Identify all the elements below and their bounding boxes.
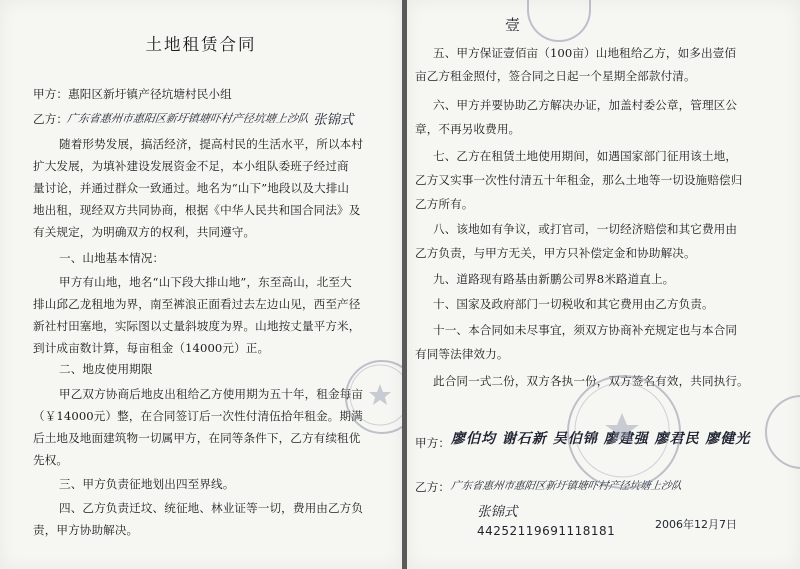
clause-line: 七、乙方在租赁土地使用期间，如遇国家部门征用该土地， xyxy=(433,149,738,163)
village-committee-seal xyxy=(567,375,681,489)
contract-title: 土地租赁合同 xyxy=(145,35,257,54)
party-b-label: 乙方： xyxy=(415,480,451,494)
party-b-handwritten-address: 广东省惠州市惠阳区新圩镇塘吓村产径坑塘上沙队 xyxy=(66,112,310,125)
clause-line: 亩乙方租金照付，签合同之日起一个星期全部款付清。 xyxy=(415,69,696,83)
clause-line: 十、国家及政府部门一切税收和其它费用由乙方负责。 xyxy=(433,297,714,311)
paragraph-line: 甲方有山地，地名“山下段大排山地”，东至高山，北至大 xyxy=(59,275,352,289)
paragraph-line: 四、乙方负责迁坟、统征地、林业证等一切，费用由乙方负 xyxy=(59,501,364,515)
clause-line: 乙方负责，与甲方无关，甲方只补偿定金和协助解决。 xyxy=(415,246,696,260)
paragraph-line: 量讨论，并通过群众一致通过。地名为“山下”地段以及大排山 xyxy=(33,181,350,195)
signing-date: 2006年12月7日 xyxy=(655,518,737,531)
party-b-handwritten-address: 广东省惠州市惠阳区新圩镇塘吓村产径坑塘上沙队 xyxy=(450,480,683,492)
contract-page-right xyxy=(407,0,800,569)
partial-seal-right-edge xyxy=(765,395,800,469)
paragraph-line: 排山邱乙龙租地为界，南至裤浪正面看过去左边山见，西至产径 xyxy=(33,297,361,311)
party-a-label: 甲方： xyxy=(415,436,451,450)
paragraph-line: 有关规定，为明确双方的权利，共同遵守。 xyxy=(33,225,256,239)
section-heading: 二、地皮使用期限 xyxy=(59,362,153,376)
paragraph-line: 扩大发展，为填补建设发展资金不足，本小组队委班子经过商 xyxy=(33,159,349,173)
paragraph-line: （￥14000元）整，在合同签订后一次性付清伍拾年租金。期满 xyxy=(33,409,363,423)
section-heading: 三、甲方负责征地划出四至界线。 xyxy=(59,477,235,491)
handwritten-mark: 壹 xyxy=(505,16,521,34)
paragraph-line: 后土地及地面建筑物一切属甲方，在同等条件下，乙方有续租优 xyxy=(33,431,361,445)
paragraph-line: 责，甲方协助解决。 xyxy=(33,523,139,537)
clause-line: 五、甲方保证壹佰亩（100亩）山地租给乙方，如多出壹佰 xyxy=(433,46,737,60)
party-a-signatures: 廖伯均 谢石新 吴伯锦 廖建强 廖君民 廖健光 xyxy=(451,431,751,447)
paragraph-line: 到计成亩数计算，每亩租金（14000元）正。 xyxy=(33,341,270,355)
party-b-id-number: 44252119691118181 xyxy=(477,524,616,538)
clause-line: 乙方又实事一次性付清五十年租金，那么土地等一切设施赔偿归 xyxy=(415,173,743,187)
clause-line: 乙方所有。 xyxy=(415,197,474,211)
clause-line: 有同等法律效力。 xyxy=(415,347,509,361)
seal-star-icon xyxy=(567,375,677,485)
paragraph-line: 地出租，现经双方共同协商，根据《中华人民共和国合同法》及 xyxy=(33,203,361,217)
clause-line: 章，不再另收费用。 xyxy=(415,122,521,136)
official-seal-stamp xyxy=(345,360,402,434)
seal-star-icon xyxy=(345,360,402,430)
party-b-handwritten-name: 张锦式 xyxy=(477,504,518,520)
party-a-line: 甲方：惠阳区新圩镇产径坑塘村民小组 xyxy=(33,87,232,101)
paragraph-line: 新社村田塞地，实际图以丈量斜坡度为界。山地按丈量平方米， xyxy=(33,319,361,333)
clause-line: 此合同一式二份，双方各执一份，双方签名有效，共同执行。 xyxy=(433,374,749,388)
clause-line: 六、甲方并要协助乙方解决办证，加盖村委公章，管理区公 xyxy=(433,98,738,112)
top-partial-seal xyxy=(527,0,591,42)
party-b-handwritten-name: 张锦式 xyxy=(313,112,354,128)
clause-line: 八、该地如有争议，或打官司，一切经济赔偿和其它费用由 xyxy=(433,222,738,236)
paragraph-line: 甲乙双方协商后地皮出租给乙方使用期为五十年，租金每亩 xyxy=(59,387,364,401)
paragraph-line: 先权。 xyxy=(33,453,69,467)
section-heading: 一、山地基本情况： xyxy=(59,251,165,265)
clause-line: 十一、本合同如未尽事宜，须双方协商补充规定也与本合同 xyxy=(433,323,738,337)
clause-line: 九、道路现有路基由新鹏公司界8米路道直上。 xyxy=(433,272,675,286)
party-b-label: 乙方： xyxy=(33,112,69,126)
paragraph-line: 随着形势发展，搞活经济，提高村民的生活水平，所以本村 xyxy=(59,137,364,151)
